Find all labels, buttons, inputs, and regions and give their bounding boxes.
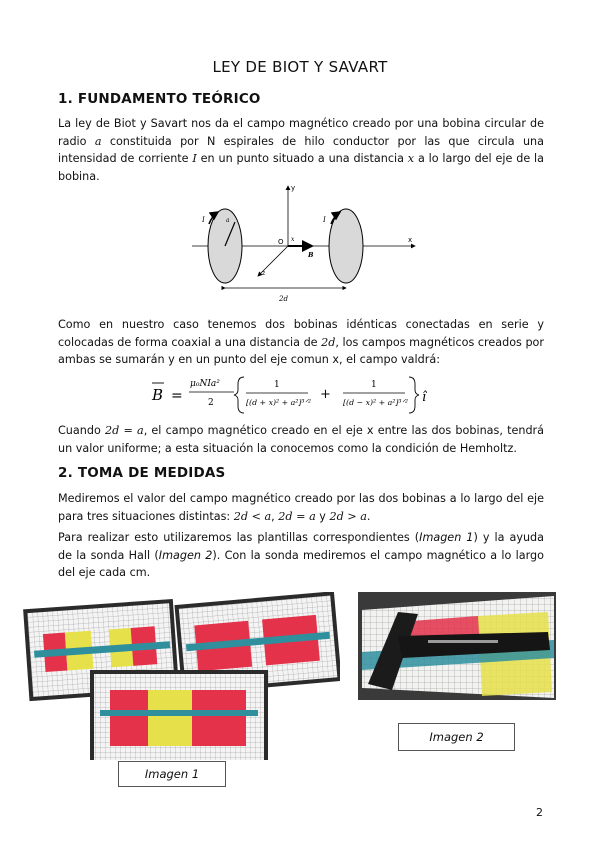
math-var: I — [192, 152, 197, 165]
template-sheet-3 — [90, 670, 268, 760]
point-label-x: x — [291, 236, 295, 243]
text-run: . — [366, 509, 371, 523]
text-run: en un punto situado a una distancia — [196, 152, 408, 165]
text-run: constituida por N espirales de hilo conductor por las que circula una intensidad de corriente — [58, 134, 544, 165]
eq-coefficient: μ₀NIa² — [190, 379, 220, 389]
eq-plus: + — [320, 387, 331, 402]
paragraph-templates — [58, 529, 544, 582]
paragraph-intro — [58, 115, 544, 185]
axis-label-x: x — [408, 236, 413, 244]
axis-label-z: z — [262, 270, 266, 277]
biot-savart-equation — [150, 372, 450, 418]
eq-unit-vector: î — [422, 390, 427, 405]
caption-image-2: Imagen 2 — [398, 723, 515, 751]
math-var: x — [407, 152, 415, 165]
eq-den2: [(d − x)² + a²]³ᐟ² — [343, 398, 408, 407]
radius-label: a — [226, 217, 230, 224]
page-title: LEY DE BIOT Y SAVART — [212, 58, 388, 76]
text-run: Mediremos el valor del campo magnético creado por las dos bobinas a lo largo del eje para tres situaciones distintas: — [58, 492, 544, 523]
text-run: Cuando — [58, 424, 105, 437]
text-run: , el campo magnético creado en el eje x entre las dos bobinas, tendrá un valor uniforme; a esta situación la conocemos como la condición de Hemholtz. — [58, 424, 545, 455]
math-var: a — [94, 134, 102, 148]
axis-label-y: y — [291, 184, 296, 192]
text-run: y — [315, 509, 330, 523]
math-expression: 2d = a — [278, 509, 316, 523]
eq-num1: 1 — [274, 380, 280, 390]
text-run: ) y la ayuda de la sonda Hall ( — [58, 531, 544, 562]
b-vector-label: B — [308, 251, 314, 259]
text-run: La ley de Biot y Savart nos da el campo magnético creado por una bobina circular de radio — [58, 117, 544, 148]
distance-label: 2d — [279, 295, 288, 303]
eq-equals: = — [171, 388, 183, 404]
right-coil — [329, 209, 363, 283]
text-run: , — [271, 509, 279, 523]
left-brace — [234, 377, 244, 413]
math-expression: 2d < a — [233, 509, 272, 523]
text-run: , los campos magnéticos creados por ambas se sumarán y en un punto del eje comun x, el campo valdrá: — [58, 335, 544, 366]
hall-probe-photo — [358, 592, 556, 700]
eq-den1: [(d + x)² + a²]³ᐟ² — [246, 398, 311, 407]
right-brace — [409, 377, 419, 413]
eq-coef-denominator: 2 — [208, 398, 214, 408]
text-run: Para realizar esto utilizaremos las plantillas correspondientes ( — [58, 531, 420, 544]
math-expression: 2d > a — [329, 509, 367, 523]
section-heading-fundamento: 1. FUNDAMENTO TEÓRICO — [58, 91, 261, 107]
current-label-left: I — [202, 216, 205, 224]
current-label-right: I — [323, 216, 326, 224]
page-number: 2 — [536, 806, 543, 819]
text-run: Como en nuestro caso tenemos dos bobinas idénticas conectadas en serie y colocadas de forma coaxial a una distancia de — [58, 318, 544, 349]
caption-image-1: Imagen 1 — [118, 761, 226, 787]
origin-label: O — [278, 238, 284, 246]
templates-photo — [20, 592, 340, 760]
paragraph-two-coils — [58, 316, 544, 369]
paragraph-helmholtz — [58, 422, 544, 457]
image-reference: Imagen 2 — [158, 548, 213, 562]
section-heading-medidas: 2. TOMA DE MEDIDAS — [58, 465, 226, 481]
text-run: a lo largo del eje de la bobina. — [58, 152, 545, 183]
math-expression: 2d = a — [104, 424, 144, 437]
coils-diagram — [190, 180, 420, 305]
image-reference: Imagen 1 — [419, 531, 474, 544]
eq-lhs: B — [152, 386, 164, 404]
paragraph-situations — [58, 490, 544, 525]
eq-num2: 1 — [371, 380, 377, 390]
text-run: ). Con la sonda mediremos el campo magnético a lo largo del eje cada cm. — [58, 548, 544, 579]
math-var: 2d — [321, 335, 336, 349]
